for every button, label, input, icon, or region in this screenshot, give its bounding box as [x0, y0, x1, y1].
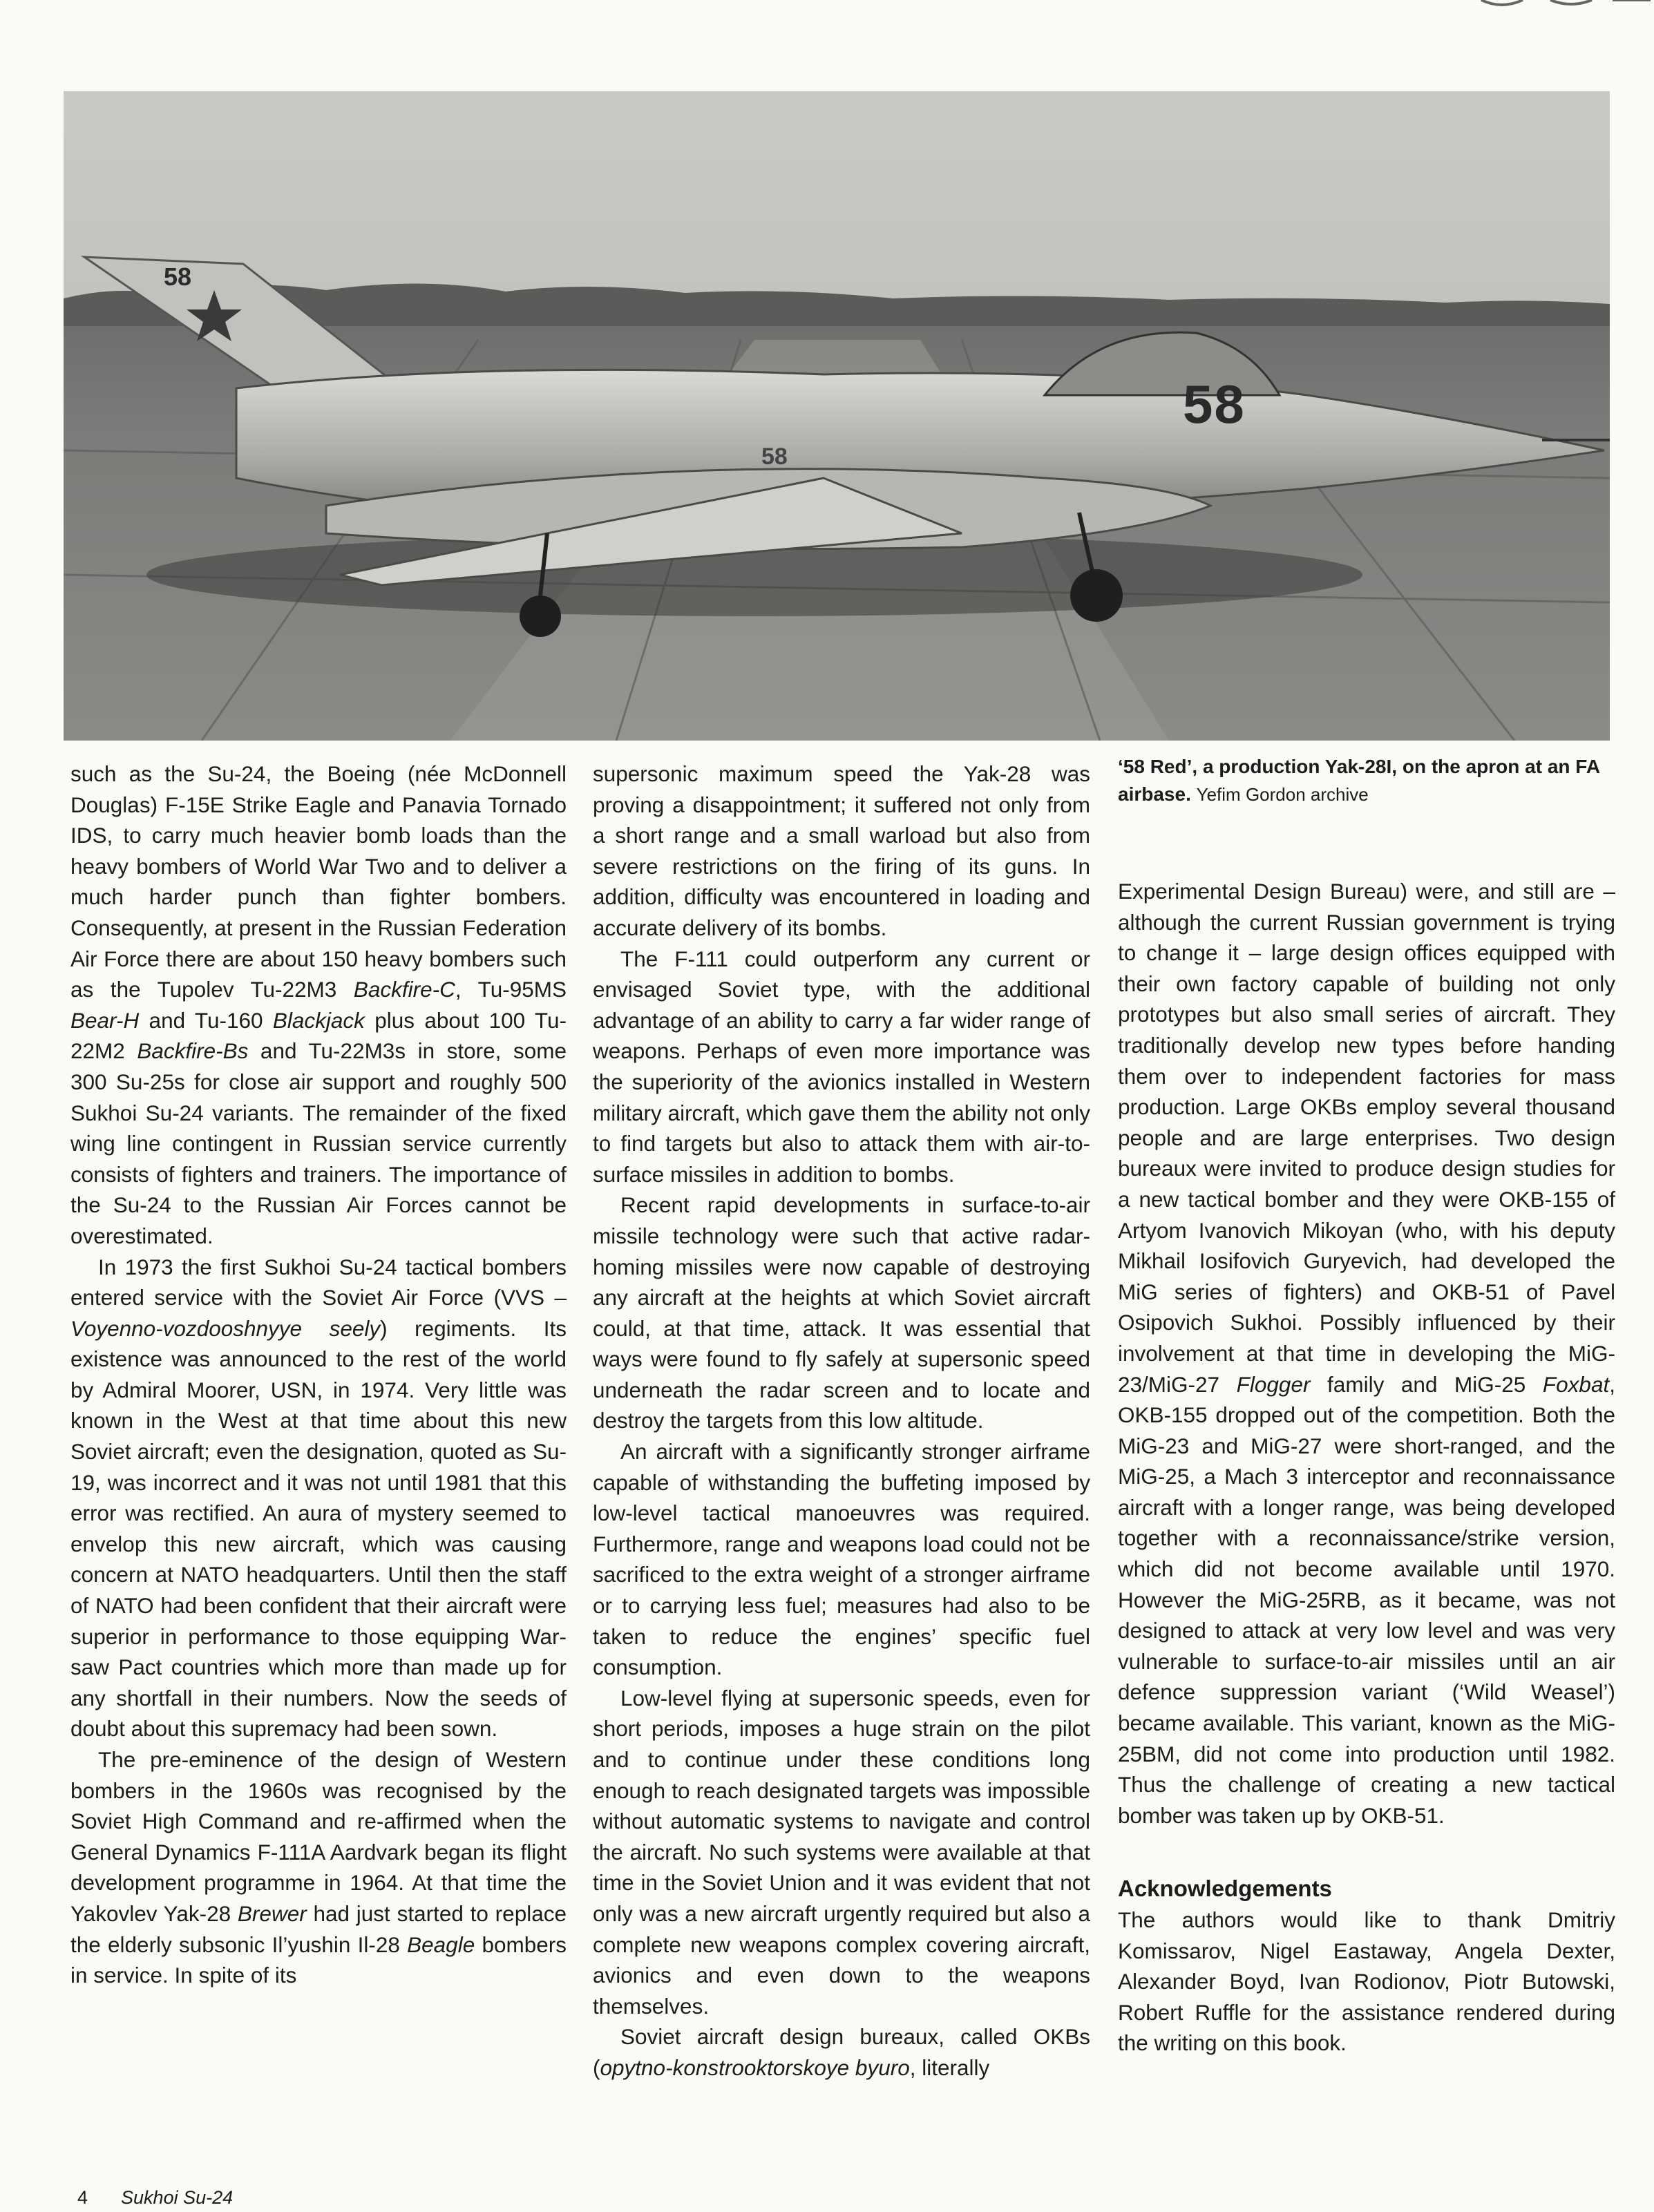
- acknowledgements-text: The authors would like to thank Dmitriy Komissarov, Nigel Eastaway, Angela Dexter, Alexander Boyd, Ivan Rodionov, Piotr Butowski, Robert Ruffle for the assistance rendered during the writing on this book.: [1118, 1907, 1615, 2056]
- tail-number: 58: [164, 263, 192, 291]
- paragraph: such as the Su-24, the Boeing (née McDonnell Douglas) F-15E Strike Eagle and Panavia Tornado IDS, to carry much heavier bomb loads than the heavy bombers of World War Two and to deliver a much harder punch than fighter bombers. Consequently, at present in the Russian Federation Air Force there are about 150 heavy bombers such as the Tupolev Tu-22M3 Backfire-C, Tu-95MS Bear-H and Tu-160 Blackjack plus about 100 Tu-22M2 Backfire-Bs and Tu-22M3s in store, some 300 Su-25s for close air support and roughly 500 Sukhoi Su-24 variants. The remainder of the fixed wing line contingent in Russian service currently consists of fighters and trainers. The importance of the Su-24 to the Russian Air Forces cannot be overestimated.: [70, 761, 567, 1248]
- caption-title: ‘58 Red’, a production Yak-28I, on the apron at an FA airbase.: [1118, 756, 1600, 805]
- running-title: Sukhoi Su-24: [121, 2187, 234, 2208]
- aircraft-photo: [64, 91, 1610, 741]
- paragraph: Soviet aircraft design bureaux, called OKBs (opytno-konstrooktorskoye byuro, literally: [593, 2024, 1090, 2080]
- paragraph: In 1973 the first Sukhoi Su-24 tactical bombers entered service with the Soviet Air Force (VVS – Voyenno-vozdooshnyye seely) regiments. Its existence was announced to the rest of the world by Admiral Moorer, USN, in 1974. Very little was known in the West at that time about this new Soviet aircraft; even the designation, quoted as Su-19, was incorrect and it was not until 1981 that this error was rectified. An aura of mystery seemed to envelop this new aircraft, which was causing concern at NATO headquarters. Until then the staff of NATO had been confident that their aircraft were superior in performance to those equipping Warsaw Pact countries which more than made up for any shortfall in their numbers. Now the seeds of doubt about this supremacy had been sown.: [70, 1254, 567, 1742]
- acknowledgements-heading: Acknowledgements: [1118, 1876, 1332, 1902]
- corner-ornament: [1474, 0, 1654, 11]
- paragraph: supersonic maximum speed the Yak-28 was proving a disappointment; it suffered not only from a short range and a small warload but also from severe restrictions on the firing of its guns. In addition, difficulty was encountered in loading and accurate delivery of its bombs.: [593, 761, 1090, 940]
- nose-number: 58: [1183, 374, 1246, 435]
- page-footer: [77, 2187, 233, 2209]
- caption-credit: Yefim Gordon archive: [1196, 784, 1369, 805]
- paragraph: An aircraft with a significantly stronger airframe capable of withstanding the buffeting imposed by low-level tactical manoeuvres was required. Furthermore, range and weapons load could not be sacrificed to the extra weight of a stronger airframe or to carrying less fuel; measures had also to be taken to reduce the engines’ specific fuel consumption.: [593, 1439, 1090, 1680]
- page-number: 4: [77, 2187, 88, 2208]
- paragraph: The pre-eminence of the design of Western bombers in the 1960s was recognised by the Soviet High Command and re-affirmed when the General Dynamics F-111A Aardvark began its flight development programme in 1964. At that time the Yakovlev Yak-28 Brewer had just started to replace the elderly subsonic Il’yushin Il-28 Beagle bombers in service. In spite of its: [70, 1747, 567, 1988]
- text-column-2: [593, 759, 1090, 2084]
- paragraph: Recent rapid developments in surface-to-air missile technology were such that active radar-homing missiles were now capable of destroying any aircraft at the heights at which Soviet aircraft could, at that time, attack. It was essential that ways were found to fly safely at supersonic speed underneath the radar screen and to locate and destroy the targets from this low altitude.: [593, 1192, 1090, 1433]
- nacelle-number: 58: [761, 444, 788, 470]
- text-column-1: [70, 759, 567, 1991]
- paragraph: Experimental Design Bureau) were, and still are – although the current Russian government is trying to change it – large design offices equipped with their own factory capable of building not only prototypes but also small series of aircraft. They traditionally develop new types before handing them over to independent factories for mass production. Large OKBs employ several thousand people and are large enterprises. Two design bureaux were invited to produce design studies for a new tactical bomber and they were OKB-155 of Artyom Ivanovich Mikoyan (who, with his deputy Mikhail Iosifovich Guryevich, had developed the MiG series of fighters) and OKB-51 of Pavel Osipovich Sukhoi. Possibly influenced by their involvement at that time in developing the MiG-23/MiG-27 Flogger family and MiG-25 Foxbat, OKB-155 dropped out of the competition. Both the MiG-23 and MiG-27 were short-ranged, and the MiG-25, a Mach 3 interceptor and reconnaissance aircraft with a longer range, was being developed together with a reconnaissance/strike version, which did not become available until 1970. However the MiG-25RB, as it became, was not designed to attack at very low level and was very vulnerable to surface-to-air missiles until an air defence suppression variant (‘Wild Weasel’) became available. This variant, known as the MiG-25BM, did not come into production until 1982. Thus the challenge of creating a new tactical bomber was taken up by OKB-51.: [1118, 879, 1615, 1828]
- text-column-3: [1118, 759, 1615, 2059]
- paragraph: The F-111 could outperform any current or envisaged Soviet type, with the additional advantage of an ability to carry a far wider range of weapons. Perhaps of even more importance was the superiority of the avionics installed in Western military aircraft, which gave them the ability not only to find targets but also to attack them with air-to-surface missiles in addition to bombs.: [593, 946, 1090, 1187]
- paragraph: Low-level flying at supersonic speeds, even for short periods, imposes a huge strain on the pilot and to continue under these conditions long enough to reach designated targets was impossible without automatic systems to navigate and control the aircraft. No such systems were available at that time in the Soviet Union and it was evident that not only was a new aircraft urgently required but also a complete new weapons complex covering aircraft, avionics and even down to the weapons themselves.: [593, 1685, 1090, 2019]
